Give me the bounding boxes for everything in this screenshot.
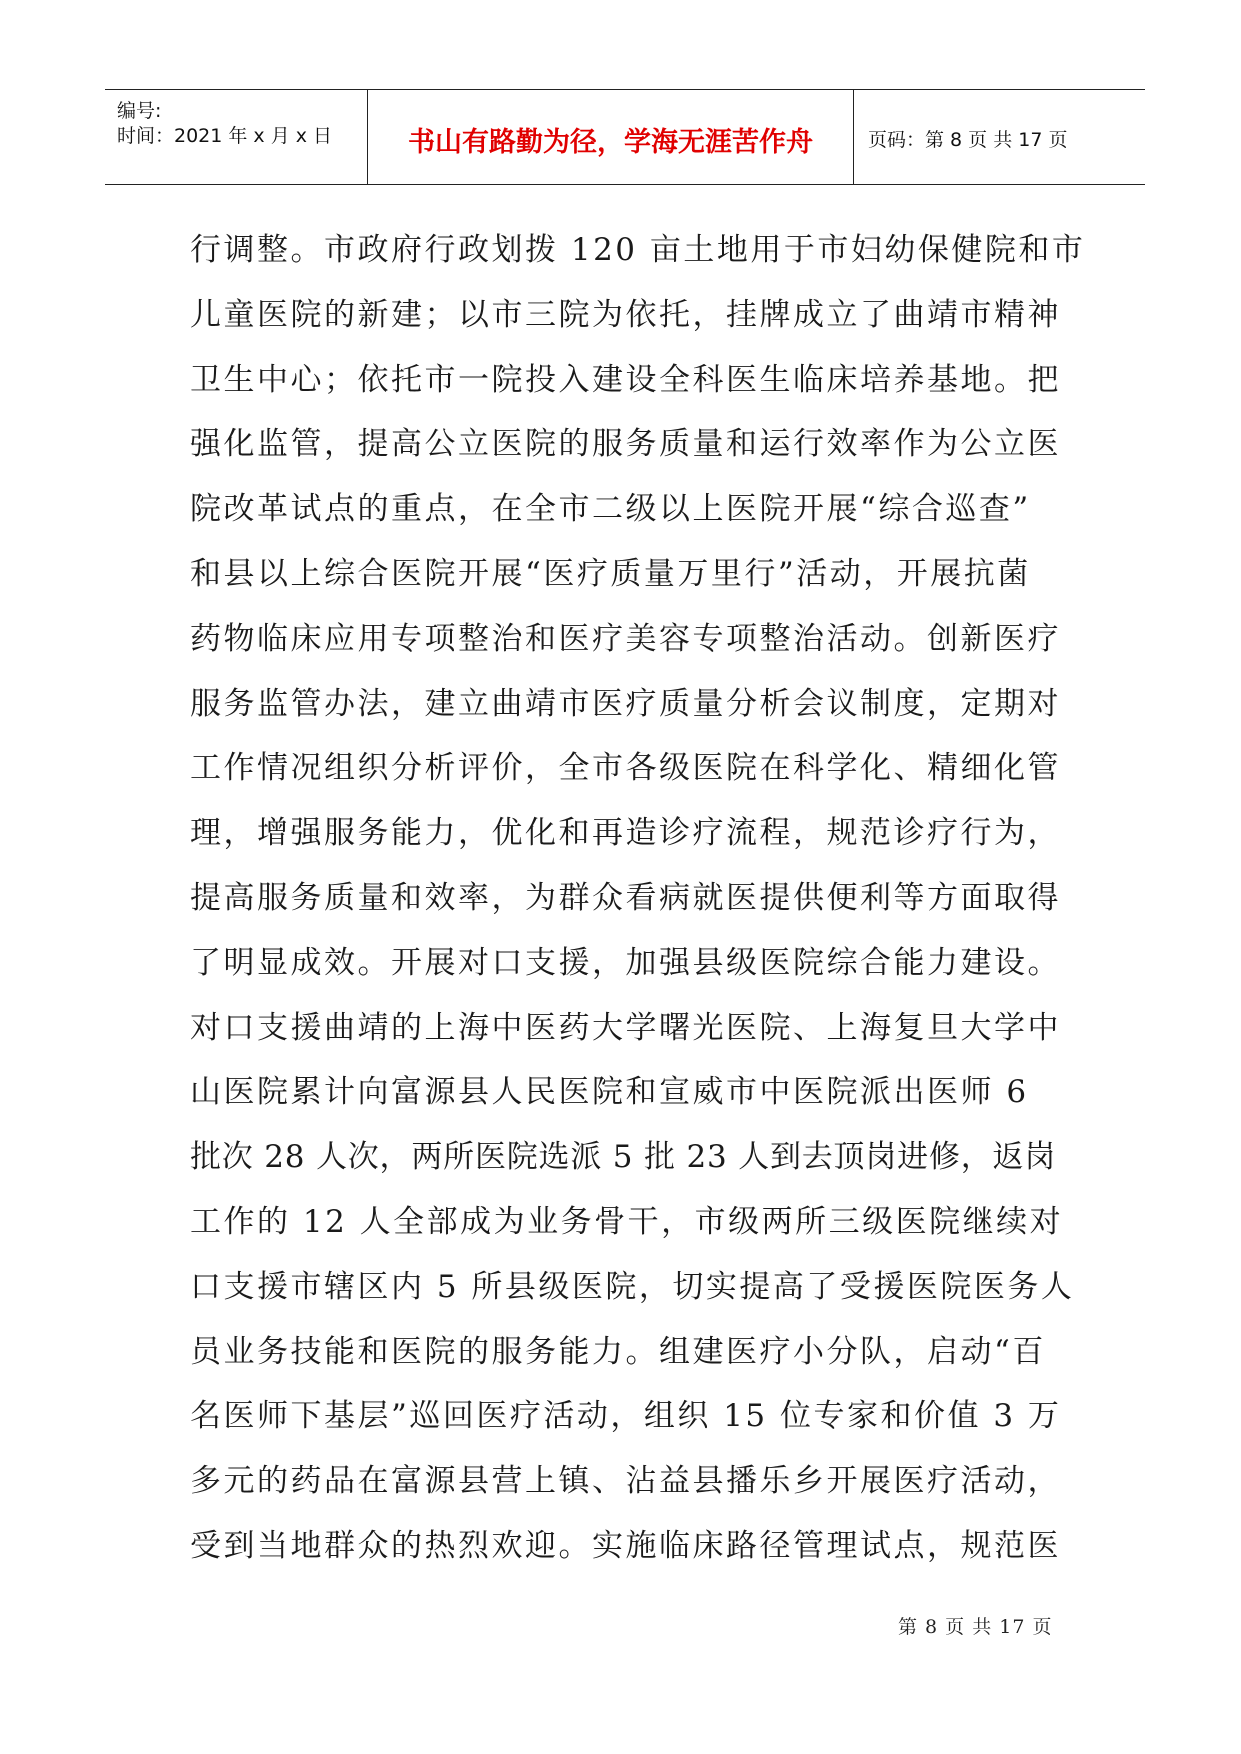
body-line: 员业务技能和医院的服务能力。组建医疗小分队，启动“百	[190, 1333, 1046, 1370]
body-line: 批次 28 人次，两所医院选派 5 批 23 人到去顶岗进修，返岗	[190, 1139, 1057, 1176]
body-line: 院改革试点的重点，在全市二级以上医院开展“综合巡查”	[190, 491, 1031, 528]
body-line: 强化监管，提高公立医院的服务质量和运行效率作为公立医	[190, 426, 1061, 463]
page-header	[105, 89, 1145, 185]
body-line: 卫生中心；依托市一院投入建设全科医生临床培养基地。把	[190, 361, 1061, 398]
document-body	[190, 218, 1086, 1579]
page-footer: 第 8 页 共 17 页	[898, 1616, 1053, 1638]
body-line: 和县以上综合医院开展“医疗质量万里行”活动，开展抗菌	[190, 555, 1031, 592]
date-label: 时间：2021 年 x 月 x 日	[117, 125, 333, 147]
serial-number-label: 编号:	[117, 100, 162, 122]
body-line: 服务监管办法，建立曲靖市医疗质量分析会议制度，定期对	[190, 685, 1061, 722]
body-line: 受到当地群众的热烈欢迎。实施临床路径管理试点，规范医	[190, 1527, 1061, 1564]
header-motto: 书山有路勤为径，学海无涯苦作舟	[408, 127, 813, 158]
body-line: 山医院累计向富源县人民医院和宣威市中医院派出医师 6	[190, 1074, 1029, 1111]
body-line: 理，增强服务能力，优化和再造诊疗流程，规范诊疗行为，	[190, 815, 1061, 852]
body-line: 行调整。市政府行政划拨 120 亩土地用于市妇幼保健院和市	[190, 232, 1086, 268]
header-meta-cell	[105, 90, 367, 184]
body-line: 提高服务质量和效率，为群众看病就医提供便利等方面取得	[190, 879, 1061, 916]
header-page-cell	[854, 90, 1145, 184]
header-motto-cell	[367, 90, 854, 184]
body-line: 对口支援曲靖的上海中医药大学曙光医院、上海复旦大学中	[190, 1009, 1061, 1046]
body-line: 名医师下基层”巡回医疗活动，组织 15 位专家和价值 3 万	[190, 1398, 1062, 1435]
body-line: 药物临床应用专项整治和医疗美容专项整治活动。创新医疗	[190, 620, 1061, 657]
body-line: 多元的药品在富源县营上镇、沾益县播乐乡开展医疗活动，	[190, 1463, 1061, 1500]
header-page-info: 页码：第 8 页 共 17 页	[868, 129, 1068, 151]
body-line: 了明显成效。开展对口支援，加强县级医院综合能力建设。	[190, 944, 1061, 981]
body-line: 工作的 12 人全部成为业务骨干，市级两所三级医院继续对	[190, 1203, 1064, 1240]
body-line: 工作情况组织分析评价，全市各级医院在科学化、精细化管	[190, 750, 1061, 787]
body-line: 口支援市辖区内 5 所县级医院，切实提高了受援医院医务人	[190, 1268, 1075, 1305]
body-line: 儿童医院的新建；以市三院为依托，挂牌成立了曲靖市精神	[190, 296, 1061, 333]
